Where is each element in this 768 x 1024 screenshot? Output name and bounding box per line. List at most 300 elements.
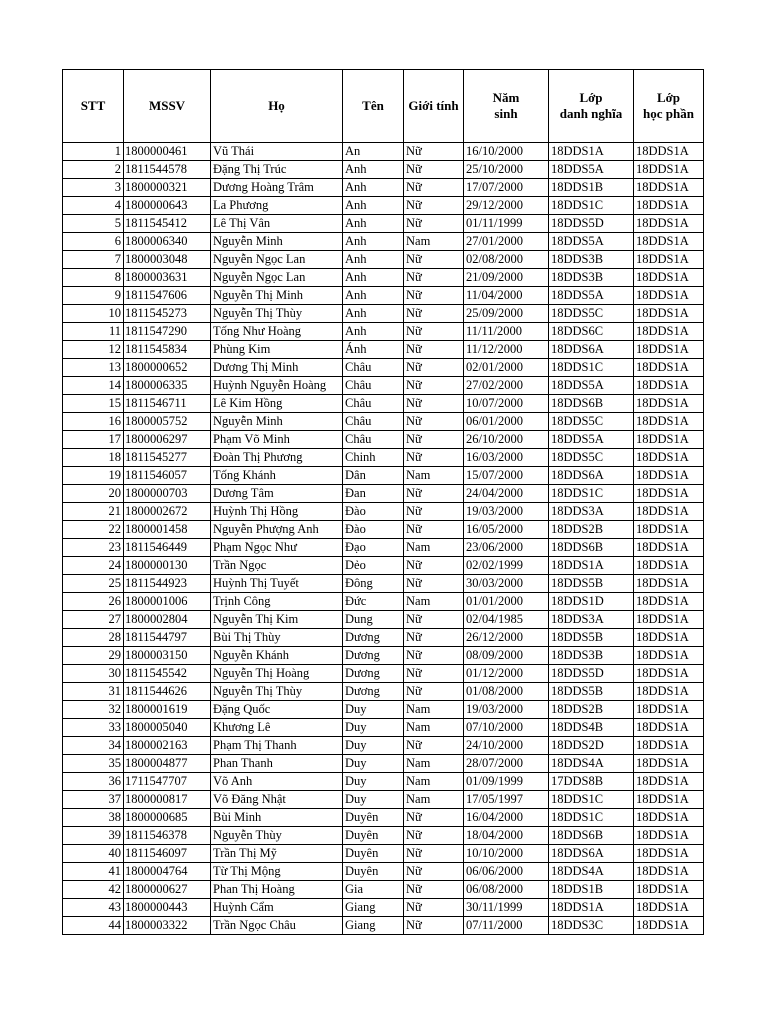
table-row — [63, 899, 704, 917]
ho-cell: Dương Hoàng Trâm — [211, 179, 343, 197]
mssv-cell: 1800000130 — [124, 557, 211, 575]
stt-cell: 21 — [63, 503, 124, 521]
lop-danh-nghia-cell: 18DDS5C — [549, 305, 634, 323]
header-ten: Tên — [343, 70, 404, 143]
mssv-cell: 1800000817 — [124, 791, 211, 809]
lop-hoc-phan-cell: 18DDS1A — [634, 791, 704, 809]
ho-cell: Nguyễn Thùy — [211, 827, 343, 845]
ten-cell: Dung — [343, 611, 404, 629]
lop-danh-nghia-cell: 18DDS2B — [549, 701, 634, 719]
mssv-cell: 1800000643 — [124, 197, 211, 215]
table-row — [63, 575, 704, 593]
ho-cell: Võ Anh — [211, 773, 343, 791]
ten-cell: Duy — [343, 737, 404, 755]
lop-hoc-phan-cell: 18DDS1A — [634, 413, 704, 431]
lop-hoc-phan-cell: 18DDS1A — [634, 593, 704, 611]
ten-cell: Duy — [343, 755, 404, 773]
ho-cell: Từ Thị Mộng — [211, 863, 343, 881]
nam-sinh-cell: 07/11/2000 — [464, 917, 549, 935]
mssv-cell: 1800005040 — [124, 719, 211, 737]
nam-sinh-cell: 17/07/2000 — [464, 179, 549, 197]
table-row — [63, 665, 704, 683]
ten-cell: Anh — [343, 251, 404, 269]
mssv-cell: 1800000461 — [124, 143, 211, 161]
nam-sinh-cell: 15/07/2000 — [464, 467, 549, 485]
nam-sinh-cell: 16/10/2000 — [464, 143, 549, 161]
table-row — [63, 827, 704, 845]
table-header — [63, 70, 704, 143]
stt-cell: 30 — [63, 665, 124, 683]
lop-hoc-phan-cell: 18DDS1A — [634, 539, 704, 557]
ho-cell: Trần Ngọc — [211, 557, 343, 575]
mssv-cell: 1811546449 — [124, 539, 211, 557]
lop-hoc-phan-cell: 18DDS1A — [634, 467, 704, 485]
ho-cell: Đặng Thị Trúc — [211, 161, 343, 179]
lop-danh-nghia-cell: 18DDS5A — [549, 233, 634, 251]
table-row — [63, 539, 704, 557]
mssv-cell: 1800006340 — [124, 233, 211, 251]
stt-cell: 22 — [63, 521, 124, 539]
gioi-tinh-cell: Nữ — [404, 431, 464, 449]
stt-cell: 43 — [63, 899, 124, 917]
ho-cell: Tống Như Hoàng — [211, 323, 343, 341]
ten-cell: Anh — [343, 269, 404, 287]
mssv-cell: 1800005752 — [124, 413, 211, 431]
lop-hoc-phan-cell: 18DDS1A — [634, 737, 704, 755]
ho-cell: La Phương — [211, 197, 343, 215]
nam-sinh-cell: 28/07/2000 — [464, 755, 549, 773]
mssv-cell: 1800004764 — [124, 863, 211, 881]
lop-hoc-phan-cell: 18DDS1A — [634, 899, 704, 917]
mssv-cell: 1800004877 — [124, 755, 211, 773]
table-row — [63, 755, 704, 773]
stt-cell: 5 — [63, 215, 124, 233]
gioi-tinh-cell: Nữ — [404, 665, 464, 683]
ho-cell: Phạm Thị Thanh — [211, 737, 343, 755]
table-row — [63, 701, 704, 719]
nam-sinh-cell: 30/03/2000 — [464, 575, 549, 593]
nam-sinh-cell: 06/06/2000 — [464, 863, 549, 881]
mssv-cell: 1800002672 — [124, 503, 211, 521]
ten-cell: Đào — [343, 521, 404, 539]
header-lop-danh-nghia — [549, 70, 634, 143]
lop-danh-nghia-cell: 18DDS6A — [549, 341, 634, 359]
lop-danh-nghia-cell: 18DDS1C — [549, 359, 634, 377]
lop-danh-nghia-cell: 18DDS5C — [549, 413, 634, 431]
lop-danh-nghia-cell: 18DDS3A — [549, 503, 634, 521]
gioi-tinh-cell: Nữ — [404, 845, 464, 863]
lop-hoc-phan-cell: 18DDS1A — [634, 755, 704, 773]
table-row — [63, 197, 704, 215]
lop-danh-nghia-cell: 18DDS5B — [549, 575, 634, 593]
ho-cell: Bùi Thị Thùy — [211, 629, 343, 647]
nam-sinh-cell: 24/04/2000 — [464, 485, 549, 503]
table-row — [63, 359, 704, 377]
gioi-tinh-cell: Nữ — [404, 323, 464, 341]
ten-cell: Dân — [343, 467, 404, 485]
header-lop-danh-nghia-line1: Lớp — [579, 90, 603, 105]
stt-cell: 10 — [63, 305, 124, 323]
ho-cell: Đặng Quốc — [211, 701, 343, 719]
lop-hoc-phan-cell: 18DDS1A — [634, 701, 704, 719]
mssv-cell: 1800000627 — [124, 881, 211, 899]
lop-hoc-phan-cell: 18DDS1A — [634, 143, 704, 161]
mssv-cell: 1811546097 — [124, 845, 211, 863]
gioi-tinh-cell: Nữ — [404, 557, 464, 575]
nam-sinh-cell: 01/11/1999 — [464, 215, 549, 233]
table-row — [63, 881, 704, 899]
lop-hoc-phan-cell: 18DDS1A — [634, 179, 704, 197]
nam-sinh-cell: 25/10/2000 — [464, 161, 549, 179]
stt-cell: 29 — [63, 647, 124, 665]
nam-sinh-cell: 27/01/2000 — [464, 233, 549, 251]
gioi-tinh-cell: Nữ — [404, 341, 464, 359]
ho-cell: Nguyễn Ngọc Lan — [211, 251, 343, 269]
stt-cell: 14 — [63, 377, 124, 395]
table-row — [63, 737, 704, 755]
nam-sinh-cell: 06/01/2000 — [464, 413, 549, 431]
nam-sinh-cell: 02/01/2000 — [464, 359, 549, 377]
gioi-tinh-cell: Nữ — [404, 917, 464, 935]
ho-cell: Lê Thị Vân — [211, 215, 343, 233]
nam-sinh-cell: 26/10/2000 — [464, 431, 549, 449]
table-row — [63, 809, 704, 827]
lop-danh-nghia-cell: 18DDS6B — [549, 395, 634, 413]
gioi-tinh-cell: Nữ — [404, 215, 464, 233]
stt-cell: 39 — [63, 827, 124, 845]
mssv-cell: 1800003150 — [124, 647, 211, 665]
gioi-tinh-cell: Nữ — [404, 161, 464, 179]
lop-hoc-phan-cell: 18DDS1A — [634, 251, 704, 269]
ten-cell: Duy — [343, 719, 404, 737]
ten-cell: Anh — [343, 323, 404, 341]
nam-sinh-cell: 02/04/1985 — [464, 611, 549, 629]
gioi-tinh-cell: Nam — [404, 233, 464, 251]
gioi-tinh-cell: Nữ — [404, 179, 464, 197]
nam-sinh-cell: 01/09/1999 — [464, 773, 549, 791]
stt-cell: 23 — [63, 539, 124, 557]
lop-danh-nghia-cell: 18DDS5A — [549, 377, 634, 395]
table-row — [63, 251, 704, 269]
gioi-tinh-cell: Nữ — [404, 485, 464, 503]
mssv-cell: 1811544923 — [124, 575, 211, 593]
table-row — [63, 719, 704, 737]
lop-danh-nghia-cell: 18DDS4A — [549, 863, 634, 881]
ho-cell: Phan Thị Hoàng — [211, 881, 343, 899]
mssv-cell: 1800002804 — [124, 611, 211, 629]
stt-cell: 35 — [63, 755, 124, 773]
table-row — [63, 323, 704, 341]
lop-danh-nghia-cell: 18DDS1C — [549, 791, 634, 809]
lop-hoc-phan-cell: 18DDS1A — [634, 233, 704, 251]
mssv-cell: 1800001458 — [124, 521, 211, 539]
lop-hoc-phan-cell: 18DDS1A — [634, 431, 704, 449]
header-lop-danh-nghia-line2: danh nghĩa — [559, 106, 623, 121]
table-row — [63, 629, 704, 647]
stt-cell: 19 — [63, 467, 124, 485]
ho-cell: Phạm Ngọc Như — [211, 539, 343, 557]
lop-hoc-phan-cell: 18DDS1A — [634, 485, 704, 503]
nam-sinh-cell: 29/12/2000 — [464, 197, 549, 215]
lop-hoc-phan-cell: 18DDS1A — [634, 611, 704, 629]
nam-sinh-cell: 10/07/2000 — [464, 395, 549, 413]
mssv-cell: 1811547606 — [124, 287, 211, 305]
table-row — [63, 305, 704, 323]
ten-cell: Dương — [343, 647, 404, 665]
mssv-cell: 1811544578 — [124, 161, 211, 179]
stt-cell: 2 — [63, 161, 124, 179]
gioi-tinh-cell: Nữ — [404, 737, 464, 755]
header-mssv: MSSV — [124, 70, 211, 143]
ten-cell: Duyên — [343, 809, 404, 827]
stt-cell: 38 — [63, 809, 124, 827]
nam-sinh-cell: 06/08/2000 — [464, 881, 549, 899]
nam-sinh-cell: 11/12/2000 — [464, 341, 549, 359]
ten-cell: An — [343, 143, 404, 161]
ho-cell: Đoàn Thị Phương — [211, 449, 343, 467]
ho-cell: Nguyễn Thị Thùy — [211, 683, 343, 701]
stt-cell: 1 — [63, 143, 124, 161]
gioi-tinh-cell: Nữ — [404, 143, 464, 161]
ho-cell: Nguyễn Thị Thùy — [211, 305, 343, 323]
lop-hoc-phan-cell: 18DDS1A — [634, 665, 704, 683]
stt-cell: 20 — [63, 485, 124, 503]
lop-hoc-phan-cell: 18DDS1A — [634, 863, 704, 881]
stt-cell: 9 — [63, 287, 124, 305]
stt-cell: 8 — [63, 269, 124, 287]
gioi-tinh-cell: Nữ — [404, 575, 464, 593]
stt-cell: 17 — [63, 431, 124, 449]
lop-hoc-phan-cell: 18DDS1A — [634, 359, 704, 377]
mssv-cell: 1800000703 — [124, 485, 211, 503]
lop-hoc-phan-cell: 18DDS1A — [634, 161, 704, 179]
ten-cell: Châu — [343, 377, 404, 395]
stt-cell: 28 — [63, 629, 124, 647]
header-ho: Họ — [211, 70, 343, 143]
ho-cell: Huỳnh Cẩm — [211, 899, 343, 917]
header-nam-sinh — [464, 70, 549, 143]
lop-hoc-phan-cell: 18DDS1A — [634, 197, 704, 215]
header-gioi-tinh: Giới tính — [404, 70, 464, 143]
mssv-cell: 1800000685 — [124, 809, 211, 827]
table-row — [63, 611, 704, 629]
mssv-cell: 1811545273 — [124, 305, 211, 323]
ten-cell: Đạo — [343, 539, 404, 557]
ten-cell: Gia — [343, 881, 404, 899]
ho-cell: Bùi Minh — [211, 809, 343, 827]
lop-hoc-phan-cell: 18DDS1A — [634, 305, 704, 323]
nam-sinh-cell: 16/04/2000 — [464, 809, 549, 827]
ten-cell: Đan — [343, 485, 404, 503]
nam-sinh-cell: 02/02/1999 — [464, 557, 549, 575]
table-row — [63, 683, 704, 701]
ten-cell: Ánh — [343, 341, 404, 359]
ten-cell: Chinh — [343, 449, 404, 467]
mssv-cell: 1800001006 — [124, 593, 211, 611]
lop-danh-nghia-cell: 18DDS1B — [549, 881, 634, 899]
ten-cell: Dẻo — [343, 557, 404, 575]
lop-danh-nghia-cell: 18DDS1A — [549, 557, 634, 575]
lop-hoc-phan-cell: 18DDS1A — [634, 341, 704, 359]
nam-sinh-cell: 25/09/2000 — [464, 305, 549, 323]
gioi-tinh-cell: Nữ — [404, 881, 464, 899]
gioi-tinh-cell: Nữ — [404, 809, 464, 827]
gioi-tinh-cell: Nữ — [404, 899, 464, 917]
ten-cell: Duy — [343, 791, 404, 809]
mssv-cell: 1800000321 — [124, 179, 211, 197]
mssv-cell: 1800002163 — [124, 737, 211, 755]
lop-danh-nghia-cell: 18DDS2B — [549, 521, 634, 539]
ho-cell: Khương Lê — [211, 719, 343, 737]
stt-cell: 32 — [63, 701, 124, 719]
gioi-tinh-cell: Nam — [404, 791, 464, 809]
stt-cell: 4 — [63, 197, 124, 215]
gioi-tinh-cell: Nữ — [404, 521, 464, 539]
gioi-tinh-cell: Nữ — [404, 683, 464, 701]
lop-hoc-phan-cell: 18DDS1A — [634, 881, 704, 899]
lop-hoc-phan-cell: 18DDS1A — [634, 809, 704, 827]
table-row — [63, 503, 704, 521]
lop-danh-nghia-cell: 18DDS3C — [549, 917, 634, 935]
nam-sinh-cell: 17/05/1997 — [464, 791, 549, 809]
stt-cell: 25 — [63, 575, 124, 593]
lop-danh-nghia-cell: 18DDS6B — [549, 539, 634, 557]
mssv-cell: 1811545542 — [124, 665, 211, 683]
ten-cell: Dương — [343, 629, 404, 647]
lop-danh-nghia-cell: 18DDS3B — [549, 251, 634, 269]
stt-cell: 41 — [63, 863, 124, 881]
ten-cell: Anh — [343, 305, 404, 323]
lop-danh-nghia-cell: 18DDS1A — [549, 143, 634, 161]
lop-hoc-phan-cell: 18DDS1A — [634, 287, 704, 305]
stt-cell: 3 — [63, 179, 124, 197]
table-row — [63, 593, 704, 611]
ho-cell: Nguyễn Thị Minh — [211, 287, 343, 305]
stt-cell: 36 — [63, 773, 124, 791]
mssv-cell: 1811547290 — [124, 323, 211, 341]
lop-hoc-phan-cell: 18DDS1A — [634, 773, 704, 791]
nam-sinh-cell: 07/10/2000 — [464, 719, 549, 737]
gioi-tinh-cell: Nữ — [404, 197, 464, 215]
nam-sinh-cell: 24/10/2000 — [464, 737, 549, 755]
table-row — [63, 377, 704, 395]
mssv-cell: 1800000652 — [124, 359, 211, 377]
stt-cell: 34 — [63, 737, 124, 755]
table-row — [63, 917, 704, 935]
lop-hoc-phan-cell: 18DDS1A — [634, 557, 704, 575]
lop-hoc-phan-cell: 18DDS1A — [634, 629, 704, 647]
ten-cell: Duyên — [343, 845, 404, 863]
mssv-cell: 1800000443 — [124, 899, 211, 917]
ho-cell: Phùng Kim — [211, 341, 343, 359]
gioi-tinh-cell: Nữ — [404, 413, 464, 431]
nam-sinh-cell: 16/03/2000 — [464, 449, 549, 467]
lop-danh-nghia-cell: 18DDS3B — [549, 647, 634, 665]
gioi-tinh-cell: Nữ — [404, 449, 464, 467]
lop-hoc-phan-cell: 18DDS1A — [634, 503, 704, 521]
nam-sinh-cell: 01/01/2000 — [464, 593, 549, 611]
ten-cell: Châu — [343, 359, 404, 377]
lop-hoc-phan-cell: 18DDS1A — [634, 845, 704, 863]
stt-cell: 12 — [63, 341, 124, 359]
ten-cell: Đào — [343, 503, 404, 521]
student-table — [62, 69, 704, 935]
lop-hoc-phan-cell: 18DDS1A — [634, 917, 704, 935]
mssv-cell: 1711547707 — [124, 773, 211, 791]
ho-cell: Nguyễn Khánh — [211, 647, 343, 665]
gioi-tinh-cell: Nữ — [404, 611, 464, 629]
stt-cell: 16 — [63, 413, 124, 431]
ho-cell: Huỳnh Thị Hồng — [211, 503, 343, 521]
nam-sinh-cell: 30/11/1999 — [464, 899, 549, 917]
table-body — [63, 143, 704, 935]
lop-hoc-phan-cell: 18DDS1A — [634, 719, 704, 737]
table-row — [63, 269, 704, 287]
ho-cell: Nguyễn Phượng Anh — [211, 521, 343, 539]
ten-cell: Anh — [343, 215, 404, 233]
lop-danh-nghia-cell: 18DDS1C — [549, 809, 634, 827]
ten-cell: Giang — [343, 917, 404, 935]
table-row — [63, 161, 704, 179]
ho-cell: Dương Tâm — [211, 485, 343, 503]
gioi-tinh-cell: Nam — [404, 467, 464, 485]
stt-cell: 33 — [63, 719, 124, 737]
lop-danh-nghia-cell: 18DDS6C — [549, 323, 634, 341]
stt-cell: 13 — [63, 359, 124, 377]
lop-danh-nghia-cell: 18DDS4A — [549, 755, 634, 773]
table-row — [63, 773, 704, 791]
ten-cell: Châu — [343, 413, 404, 431]
lop-hoc-phan-cell: 18DDS1A — [634, 449, 704, 467]
gioi-tinh-cell: Nữ — [404, 647, 464, 665]
stt-cell: 37 — [63, 791, 124, 809]
stt-cell: 18 — [63, 449, 124, 467]
table-row — [63, 449, 704, 467]
lop-danh-nghia-cell: 18DDS5D — [549, 215, 634, 233]
stt-cell: 6 — [63, 233, 124, 251]
table-row — [63, 287, 704, 305]
stt-cell: 27 — [63, 611, 124, 629]
table-row — [63, 557, 704, 575]
ten-cell: Đức — [343, 593, 404, 611]
mssv-cell: 1800006335 — [124, 377, 211, 395]
lop-danh-nghia-cell: 18DDS3B — [549, 269, 634, 287]
nam-sinh-cell: 08/09/2000 — [464, 647, 549, 665]
table-row — [63, 863, 704, 881]
mssv-cell: 1811545834 — [124, 341, 211, 359]
gioi-tinh-cell: Nữ — [404, 863, 464, 881]
stt-cell: 11 — [63, 323, 124, 341]
lop-hoc-phan-cell: 18DDS1A — [634, 683, 704, 701]
ho-cell: Phạm Võ Minh — [211, 431, 343, 449]
nam-sinh-cell: 11/11/2000 — [464, 323, 549, 341]
lop-danh-nghia-cell: 18DDS4B — [549, 719, 634, 737]
gioi-tinh-cell: Nam — [404, 773, 464, 791]
table-row — [63, 395, 704, 413]
gioi-tinh-cell: Nữ — [404, 827, 464, 845]
ho-cell: Tống Khánh — [211, 467, 343, 485]
lop-hoc-phan-cell: 18DDS1A — [634, 269, 704, 287]
gioi-tinh-cell: Nữ — [404, 269, 464, 287]
lop-hoc-phan-cell: 18DDS1A — [634, 395, 704, 413]
nam-sinh-cell: 19/03/2000 — [464, 503, 549, 521]
ho-cell: Vũ Thái — [211, 143, 343, 161]
ten-cell: Dương — [343, 665, 404, 683]
stt-cell: 31 — [63, 683, 124, 701]
nam-sinh-cell: 19/03/2000 — [464, 701, 549, 719]
ho-cell: Trần Thị Mỹ — [211, 845, 343, 863]
stt-cell: 44 — [63, 917, 124, 935]
